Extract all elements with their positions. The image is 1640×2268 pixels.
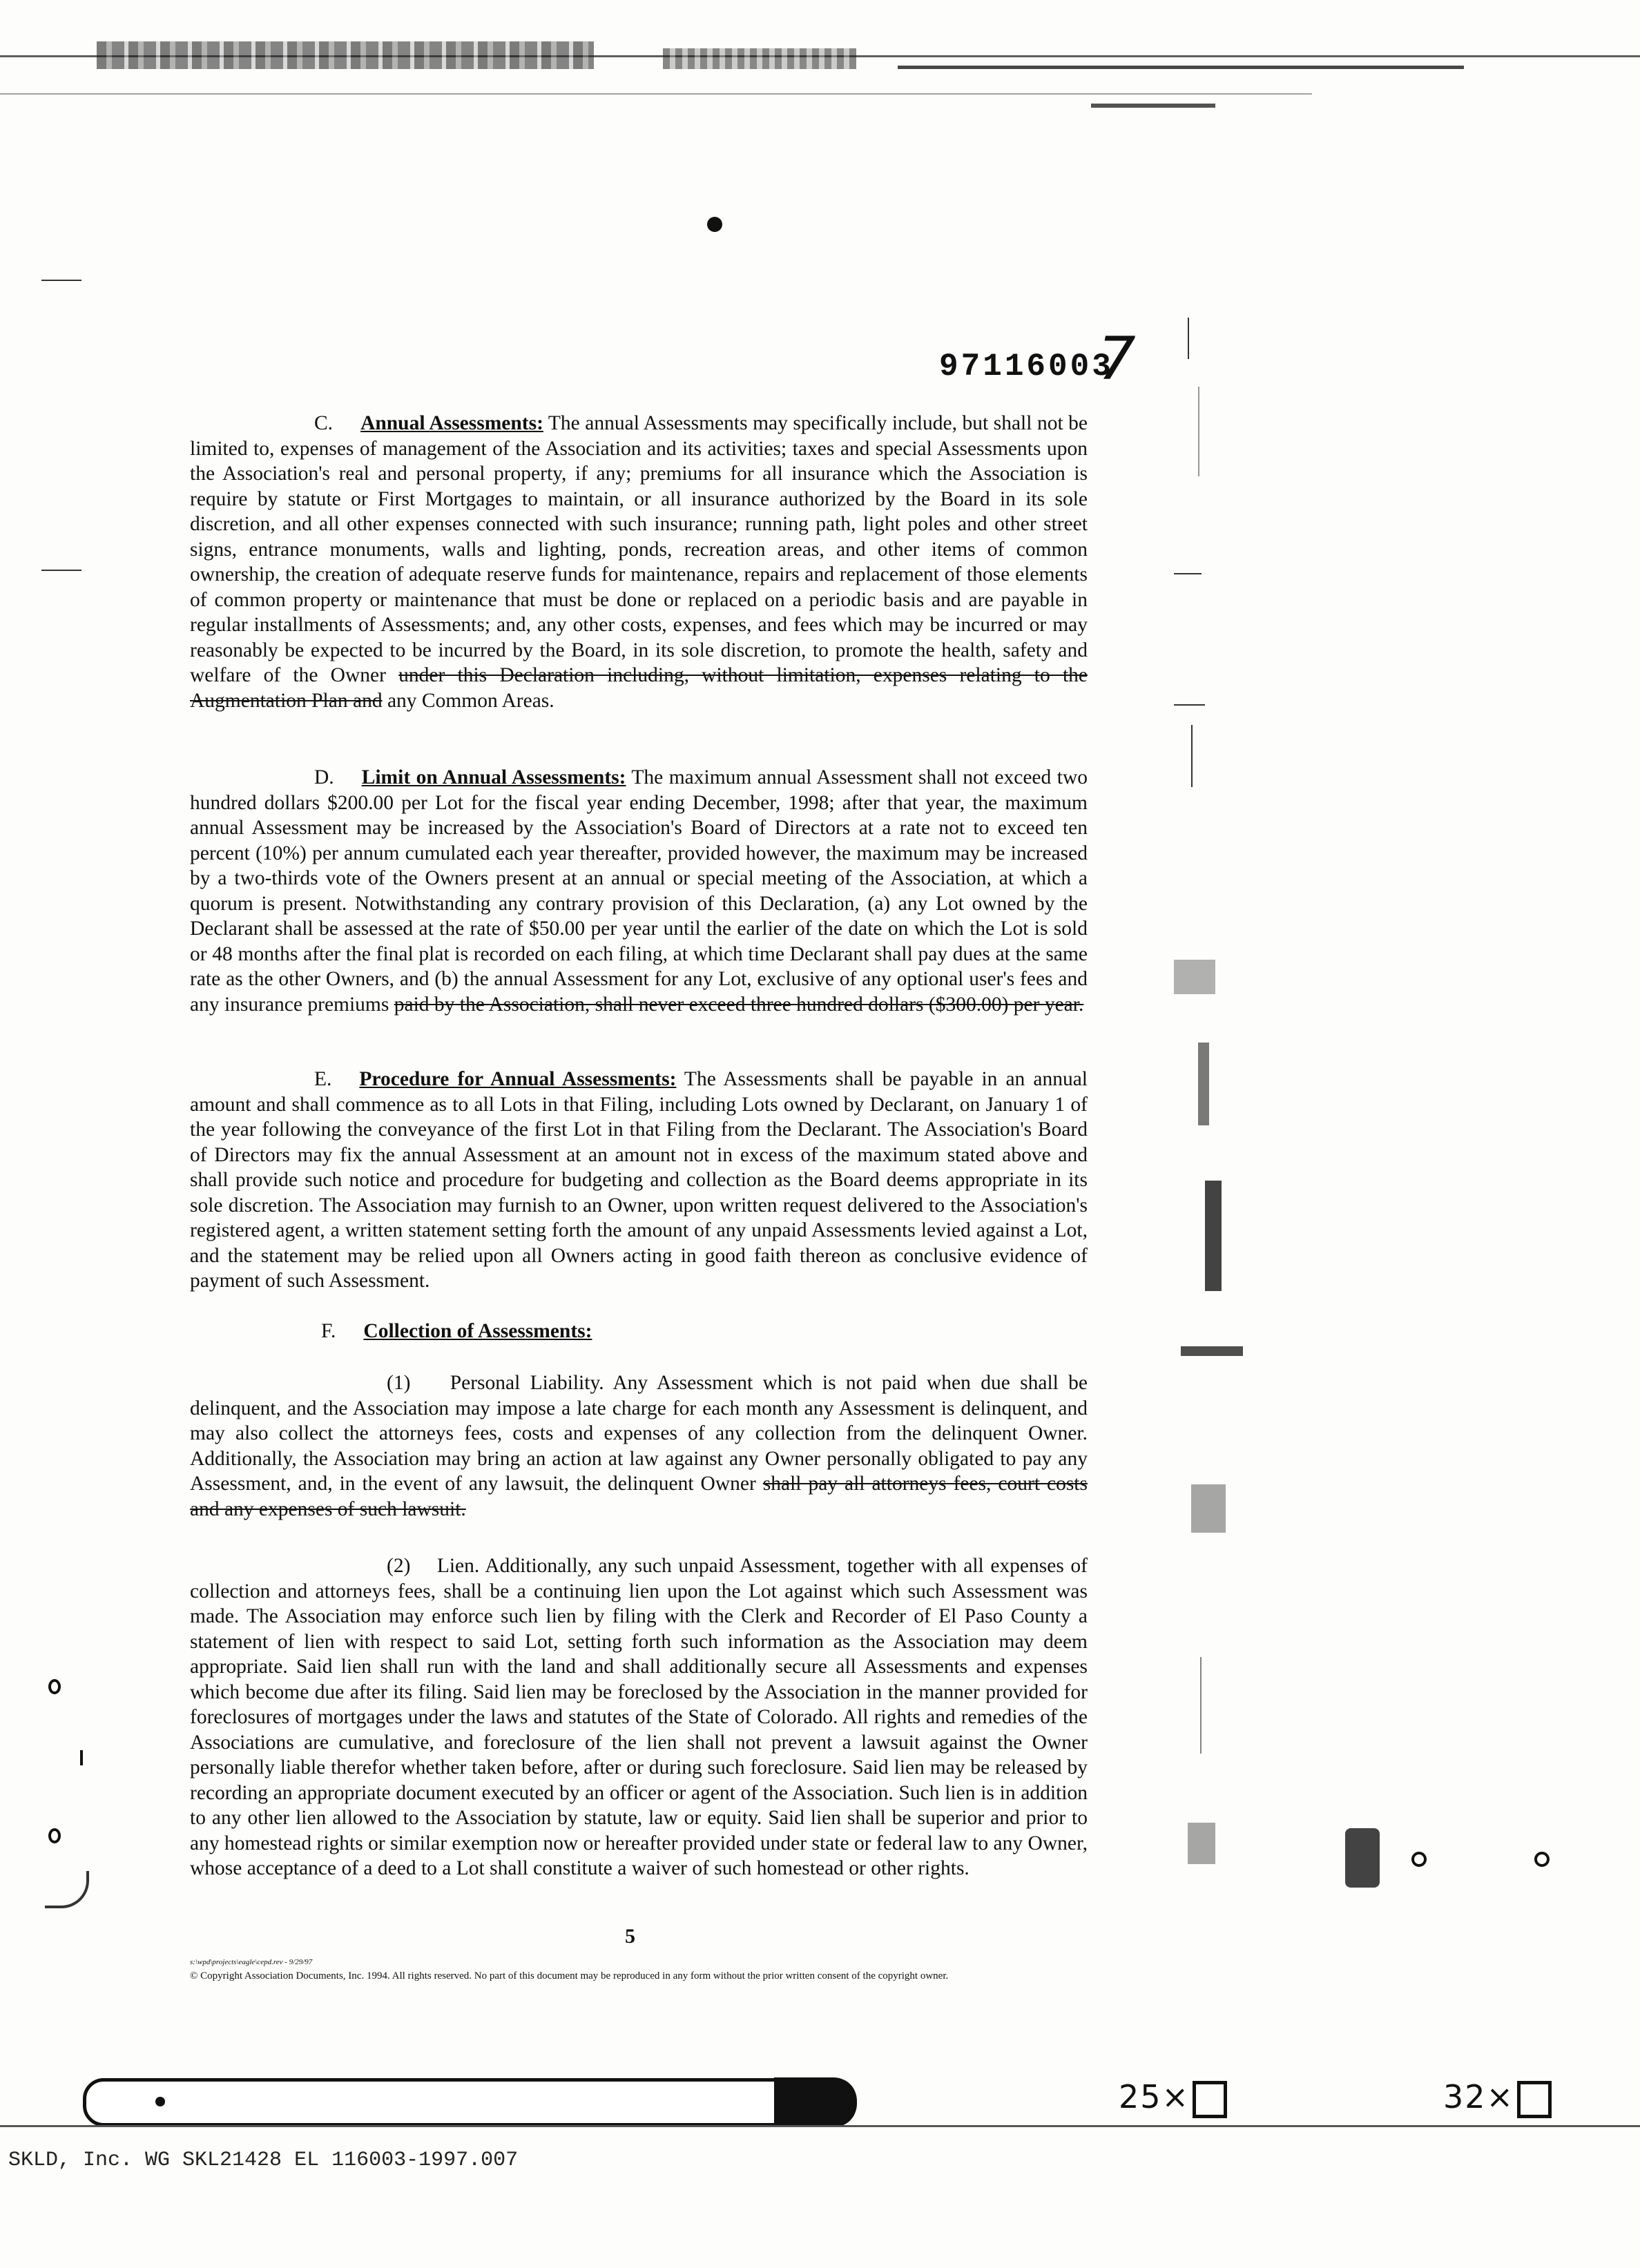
section-f-heading: Collection of Assessments: [363,1320,592,1342]
margin-noise [1188,318,1189,359]
section-d-letter: D. [314,766,334,788]
reduction-marker-right [1443,2078,1552,2118]
margin-noise [1191,725,1193,787]
margin-noise [1198,1043,1209,1125]
footer-file-reference: s:\wpd\projects\eagle\cepd.rev - 9/29/97 [190,1958,313,1966]
section-f-item-1-text: Personal Liability. Any Assessment which is not paid when due shall be delinquent, and the Association may impose a late charge for each month any Assessment is delinquent, and may also collect the attorneys fees, costs and expenses of any collection from the delinquent Owner. Additionally, the Association may bring an action at law against any Owner personally obligated to pay any Assessment, and, in the event of any lawsuit, the delinquent Owner [190,1372,1088,1495]
scan-artifact-top [663,48,856,69]
margin-noise [1181,1346,1243,1356]
section-e [190,1067,1088,1294]
reduction-marker-left [1119,2078,1227,2118]
margin-noise [1188,1823,1215,1864]
section-d-heading: Limit on Annual Assessments: [361,766,626,788]
margin-noise [1174,573,1202,574]
scan-artifact-top [1091,104,1215,108]
margin-noise [1200,1657,1202,1754]
section-e-letter: E. [314,1068,332,1090]
section-c-heading: Annual Assessments: [360,412,543,434]
film-edge-line [0,2125,1640,2127]
section-e-heading: Procedure for Annual Assessments: [359,1068,677,1090]
section-f-item-2 [190,1553,1088,1881]
section-f-item-1-struck-text: shall pay all attorneys fees, court costs and any expenses of such lawsuit. [190,1473,1088,1520]
microfilm-identifier: SKLD, Inc. WG SKL21428 EL 116003-1997.007 [8,2149,519,2172]
reduction-right-label: 32× [1443,2078,1515,2115]
section-f-item-1 [190,1370,1088,1522]
reduction-box-icon [1517,2081,1552,2118]
binding-ring [48,1828,61,1843]
section-d-text: The maximum annual Assessment shall not exceed two hundred dollars $200.00 per Lot for the fiscal year ending December, 1998; after that year, the maximum annual Assessment may be increased by the Association's Board of Directors at a rate not to exceed ten percent (10%) per annum cumulated each year thereafter, provided however, the maximum may be increased by a two-thirds vote of the Owners present at an annual or special meeting of the Association, at which a quorum is present. Notwithstanding any contrary provision of this Declaration, (a) any Lot owned by the Declarant shall be assessed at the rate of $50.00 per year until the earlier of the date on which the Lot is sold or 48 months after the final plat is recorded on each filing, at which time Declarant shall pay dues at the same rate as the other Owners, and (b) the annual Assessment for any Lot, exclusive of any optional user's fees and any insurance premiums [190,766,1088,1016]
margin-mark [41,570,81,571]
section-d [190,765,1088,1017]
section-c-letter: C. [314,412,334,434]
margin-noise [1191,1484,1226,1533]
section-f-letter: F. [321,1320,336,1342]
section-f-item-2-number: (2) [387,1555,411,1577]
binding-ring [48,1679,61,1694]
margin-noise [1205,1181,1222,1291]
section-c-text: The annual Assessments may specifically include, but shall not be limited to, expenses of management of the Association and its activities; taxes and special Assessments upon the Association's real and personal property, if any; premiums for all insurance which the Association is require by statute or First Mortgages to maintain, or all insurance authorized by the Board in its sole discretion, and all other expenses connected with such insurance; running path, light poles and other street signs, entrance monuments, walls and lighting, ponds, recreation areas, and other items of common ownership, the creation of adequate reserve funds for maintenance, repairs and replacement of those elements of common property or maintenance that must be done or replaced on a periodic basis and are payable in regular installments of Assessments; and, any other costs, expenses, and fees which may be incurred or may reasonably be expected to be incurred by the Board, in its sole discretion, to promote the health, safety and welfare of the Owner [190,412,1088,686]
scan-artifact-top [0,93,1312,95]
binding-ring [1534,1852,1550,1867]
section-c-struck-text: under this Declaration including, without limitation, expenses relating to the Augmentation Plan and [190,664,1088,712]
microfiche-bar-end [774,2077,857,2127]
binding-mark [45,1871,89,1908]
binding-mark [80,1750,83,1765]
binding-ring [1411,1852,1427,1867]
footer-note [190,1955,1019,1983]
scan-artifact-top [898,66,1464,69]
punch-hole [707,217,722,232]
binding-mark [1345,1828,1380,1888]
reduction-left-label: 25× [1119,2078,1190,2115]
margin-noise [1174,704,1205,706]
section-f [190,1319,1088,1344]
margin-noise [1174,960,1215,994]
document-number-handwritten-mark: 7 [1098,324,1136,394]
margin-mark [41,280,81,281]
page-number: 5 [625,1925,635,1948]
microfiche-dot [155,2097,165,2106]
scan-artifact-top [97,41,594,69]
section-f-item-2-text: Lien. Additionally, any such unpaid Assessment, together with all expenses of collection and attorneys fees, shall be a continuing lien upon the Lot against which such Assessment was made. The Association may enforce such lien by filing with the Clerk and Recorder of El Paso County a statement of lien with respect to said Lot, setting forth such information as the Association may deem appropriate. Said lien shall run with the land and shall additionally secure all Assessments and expenses which become due after its filing. Said lien may be foreclosed by the Association in the manner provided for foreclosures of mortgages under the laws and statutes of the State of Colorado. All rights and remedies of the Associations are cumulative, and foreclosure of the lien shall not prevent a lawsuit against the Owner personally liable therefor whether taken before, after or during such foreclosure. Said lien may be released by recording an appropriate document executed by an officer or agent of the Association. Such lien is in addition to any other lien allowed to the Association by statute, law or equity. Said lien shall be superior and prior to any homestead rights or similar exemption now or hereafter provided under state or federal law to any Owner, whose acceptance of a deed to a Lot shall constitute a waiver of such homestead or other rights. [190,1555,1088,1879]
section-f-item-1-number: (1) [387,1372,411,1394]
section-e-text: The Assessments shall be payable in an annual amount and shall commence as to all Lots in that Filing, including Lots owned by Declarant, on January 1 of the year following the conveyance of the first Lot in that Filing from the Declarant. The Association's Board of Directors may fix the annual Assessment at an amount not in excess of the maximum stated above and shall provide such notice and procedure for budgeting and collection as the Board deems appropriate in its sole discretion. The Association may furnish to an Owner, upon written request delivered to the Association's registered agent, a written statement setting forth the amount of any unpaid Assessments levied against a Lot, and the statement may be relied upon all Owners acting in good faith thereon as conclusive evidence of payment of such Assessment. [190,1068,1088,1292]
section-d-struck-text: paid by the Association, shall never exceed three hundred dollars ($300.00) per year. [394,993,1084,1016]
footer-copyright: © Copyright Association Documents, Inc. 1994. All rights reserved. No part of this document may be reproduced in any form without the prior written consent of the copyright owner. [190,1970,949,1981]
microfiche-bar [83,2078,856,2126]
document-number: 97116003 [939,349,1114,385]
section-c [190,411,1088,713]
reduction-box-icon [1193,2081,1227,2118]
section-c-tail: any Common Areas. [382,689,554,712]
margin-noise [1198,387,1199,476]
